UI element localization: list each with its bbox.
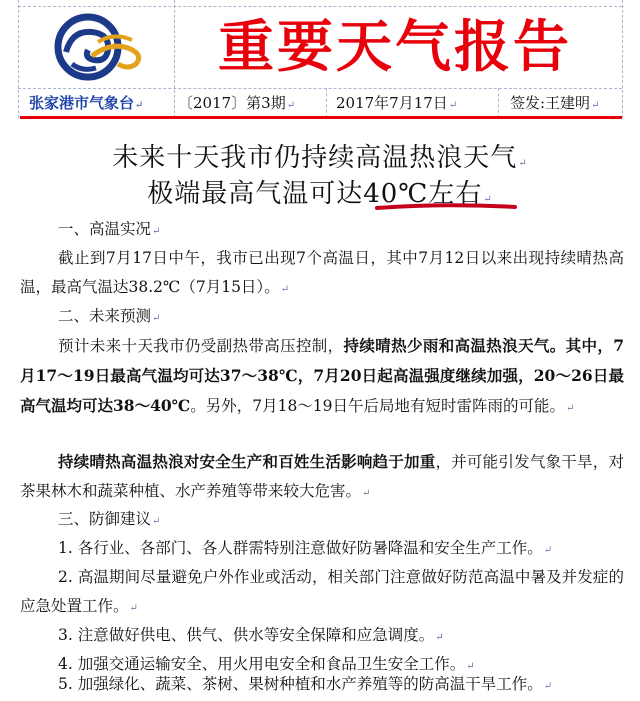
table-guide — [622, 0, 623, 118]
return-arrow-icon: ↵ — [152, 313, 161, 324]
return-arrow-icon: ↵ — [591, 100, 600, 111]
issue-number: 〔2017〕第3期↵ — [178, 94, 296, 112]
issue-date: 2017年7月17日↵ — [336, 94, 458, 112]
return-arrow-icon: ↵ — [435, 632, 444, 643]
table-guide — [174, 0, 175, 118]
list-item: 4. 加强交通运输安全、用火用电安全和食品卫生安全工作。↵ — [58, 655, 475, 673]
handdrawn-underline — [375, 202, 517, 214]
return-arrow-icon: ↵ — [448, 100, 458, 111]
return-arrow-icon: ↵ — [483, 194, 493, 205]
table-guide — [18, 88, 622, 89]
list-item: 3. 注意做好供电、供气、供水等安全保障和应急调度。↵ — [58, 626, 444, 644]
return-arrow-icon: ↵ — [543, 681, 553, 692]
return-arrow-icon: ↵ — [129, 603, 138, 614]
document-title-line1: 未来十天我市仍持续高温热浪天气↵ — [112, 143, 528, 173]
paragraph: 截止到7月17日中午，我市已出现7个高温日，其中7月12日以来出现持续晴热高温，最高气温达38.2℃（7月15日）。↵ — [20, 249, 624, 296]
return-arrow-icon: ↵ — [280, 284, 290, 295]
return-arrow-icon: ↵ — [543, 545, 553, 556]
section-heading: 三、防御建议↵ — [58, 510, 161, 528]
paragraph: 预计未来十天我市仍受副热带高压控制，持续晴热少雨和高温热浪天气。其中，7月17～19日最高气温均可达37～38℃，7月20日起高温强度继续加强，20～26日最高气温均可达38～40℃。另外，7月18～19日午后局地有短时雷阵雨的可能。↵ — [20, 336, 624, 415]
section-heading: 一、高温实况↵ — [58, 220, 161, 238]
signer: 签发:王建明↵ — [510, 94, 600, 112]
return-arrow-icon: ↵ — [362, 488, 371, 499]
return-arrow-icon: ↵ — [466, 661, 475, 672]
table-guide — [326, 88, 327, 118]
table-guide — [18, 0, 19, 118]
weather-bureau-logo-icon — [52, 12, 152, 82]
table-guide — [18, 6, 622, 7]
table-guide — [498, 88, 499, 118]
highlighted-temperature: 40℃左右 — [363, 179, 483, 209]
return-arrow-icon: ↵ — [135, 100, 144, 111]
list-item: 2. 高温期间尽量避免户外作业或活动，相关部门注意做好防范高温中暑及并发症的应急处置工作。↵ — [20, 568, 624, 615]
document-title-line2: 极端最高气温可达40℃左右↵ — [20, 173, 620, 210]
list-item: 5. 加强绿化、蔬菜、茶树、果树种植和水产养殖等的防高温干旱工作。↵ — [58, 675, 553, 693]
return-arrow-icon: ↵ — [152, 516, 161, 527]
return-arrow-icon: ↵ — [566, 403, 575, 414]
section-heading: 二、未来预测↵ — [58, 307, 161, 325]
list-item: 1. 各行业、各部门、各人群需特别注意做好防暑降温和安全生产工作。↵ — [58, 539, 553, 557]
red-divider — [20, 116, 622, 119]
banner-title: 重要天气报告 — [218, 14, 572, 80]
return-arrow-icon: ↵ — [152, 226, 161, 237]
return-arrow-icon: ↵ — [286, 100, 296, 111]
paragraph: 持续晴热高温热浪对安全生产和百姓生活影响趋于加重，并可能引发气象干旱，对茶果林木和蔬菜种植、水产养殖等带来较大危害。↵ — [20, 452, 624, 500]
organization-name: 张家港市气象台↵ — [29, 94, 144, 112]
return-arrow-icon: ↵ — [518, 158, 528, 169]
